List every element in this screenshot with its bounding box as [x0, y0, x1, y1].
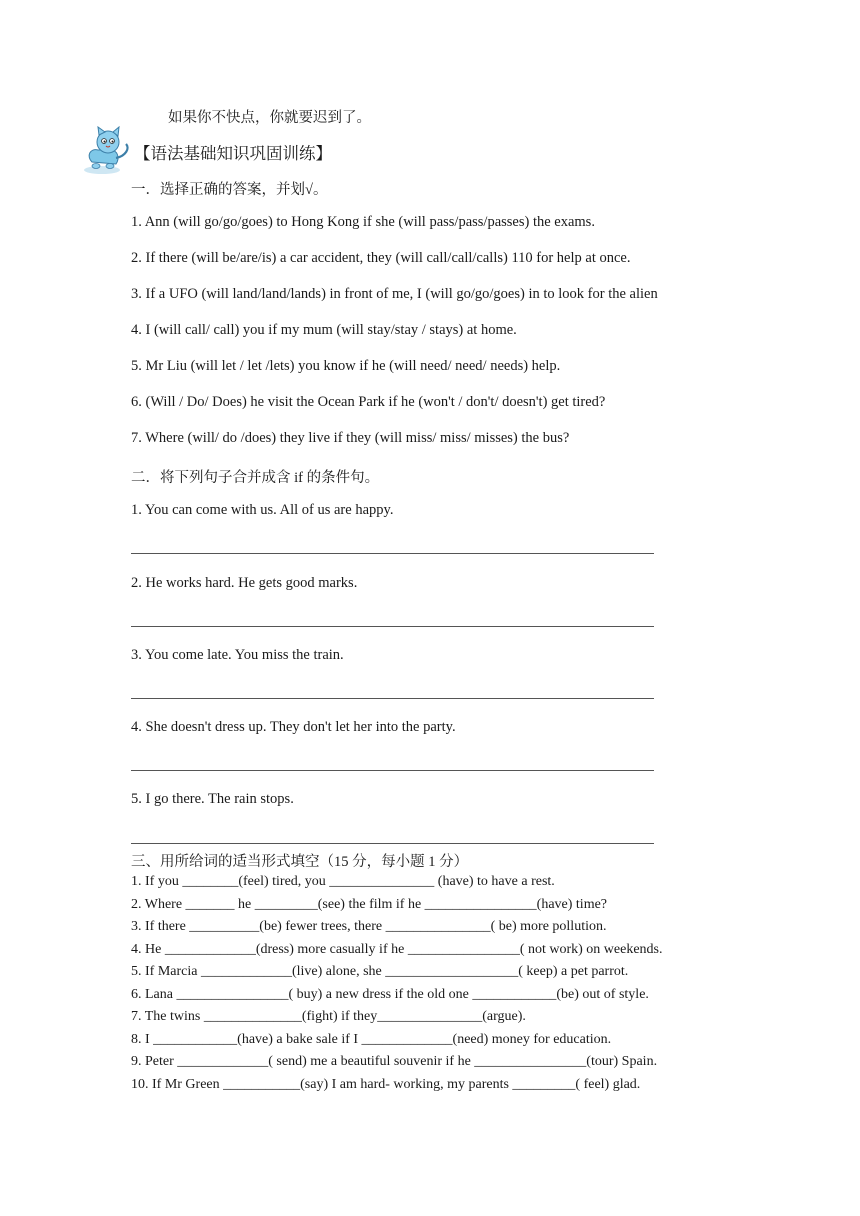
answer-line[interactable]: [131, 553, 654, 554]
part3-item: 10. If Mr Green ___________(say) I am hard- working, my parents _________( feel) glad.: [131, 1077, 641, 1092]
part1-item: 6. (Will / Do/ Does) he visit the Ocean Park if he (won't / don't/ doesn't) get tired?: [131, 394, 606, 410]
part3-item: 1. If you ________(feel) tired, you _______________ (have) to have a rest.: [131, 874, 555, 889]
part1-item: 3. If a UFO (will land/land/lands) in front of me, I (will go/go/goes) in to look for the alien: [131, 286, 658, 302]
answer-line[interactable]: [131, 843, 654, 844]
part3-item: 3. If there __________(be) fewer trees, there _______________( be) more pollution.: [131, 919, 607, 934]
answer-line[interactable]: [131, 698, 654, 699]
part2-item: 5. I go there. The rain stops.: [131, 791, 294, 807]
part3-heading: 三、用所给词的适当形式填空（15 分，每小题 1 分）: [131, 854, 469, 870]
part3-item: 2. Where _______ he _________(see) the film if he ________________(have) time?: [131, 897, 608, 912]
part2-item: 3. You come late. You miss the train.: [131, 647, 344, 663]
part1-item: 2. If there (will be/are/is) a car accident, they (will call/call/calls) 110 for help at once.: [131, 250, 631, 266]
part2-item: 4. She doesn't dress up. They don't let her into the party.: [131, 719, 456, 735]
part2-item: 1. You can come with us. All of us are happy.: [131, 502, 394, 518]
part3-item: 5. If Marcia _____________(live) alone, she ___________________( keep) a pet parrot.: [131, 964, 629, 979]
part3-item: 7. The twins ______________(fight) if they_______________(argue).: [131, 1009, 526, 1024]
part1-heading: 一．选择正确的答案，并划√。: [131, 182, 328, 198]
part1-item: 4. I (will call/ call) you if my mum (will stay/stay / stays) at home.: [131, 322, 517, 338]
answer-line[interactable]: [131, 626, 654, 627]
section-title: 【语法基础知识巩固训练】: [134, 144, 332, 163]
part3-item: 4. He _____________(dress) more casually if he ________________( not work) on weekends.: [131, 942, 663, 957]
part1-item: 1. Ann (will go/go/goes) to Hong Kong if she (will pass/pass/passes) the exams.: [131, 214, 595, 230]
part2-item: 2. He works hard. He gets good marks.: [131, 575, 358, 591]
part1-item: 7. Where (will/ do /does) they live if they (will miss/ miss/ misses) the bus?: [131, 430, 570, 446]
intro-sentence: 如果你不快点，你就要迟到了。: [168, 110, 371, 126]
part3-item: 6. Lana ________________( buy) a new dress if the old one ____________(be) out of style.: [131, 987, 649, 1002]
part1-item: 5. Mr Liu (will let / let /lets) you know if he (will need/ need/ needs) help.: [131, 358, 561, 374]
answer-line[interactable]: [131, 770, 654, 771]
part3-item: 8. I ____________(have) a bake sale if I _____________(need) money for education.: [131, 1032, 612, 1047]
part2-heading: 二．将下列句子合并成含 if 的条件句。: [131, 470, 380, 486]
part3-item: 9. Peter _____________( send) me a beautiful souvenir if he ________________(tour) Spain.: [131, 1054, 658, 1069]
cartoon-cat-icon: [80, 126, 136, 176]
